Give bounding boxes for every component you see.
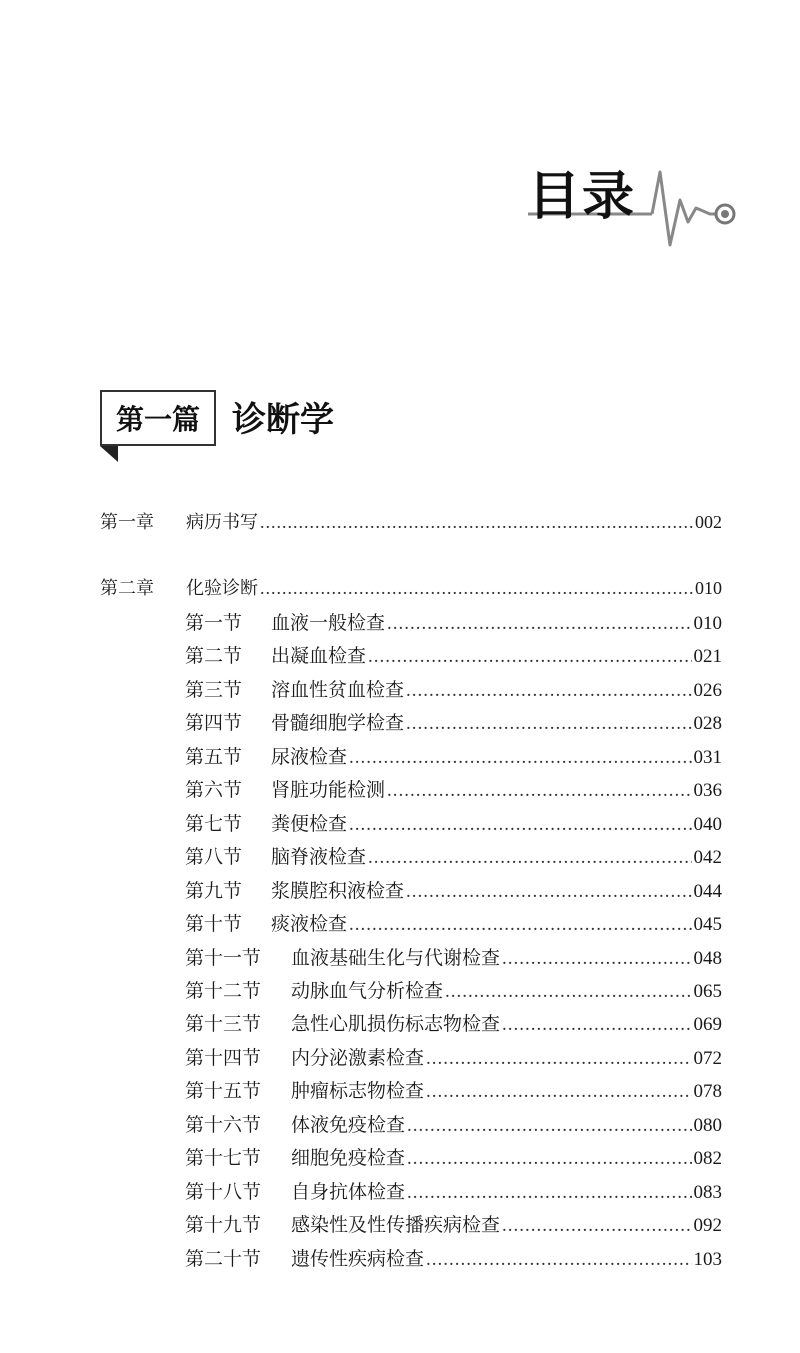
page-title: 目录 xyxy=(528,167,637,227)
section-entry[interactable] xyxy=(185,708,722,738)
page-number: 069 xyxy=(693,1014,722,1036)
leader-dots xyxy=(502,1014,691,1036)
leader-dots xyxy=(260,512,693,533)
section-title: 急性心肌损伤标志物检查 xyxy=(291,1013,501,1036)
section-number: 第十三节 xyxy=(185,1013,262,1036)
section-number: 第十节 xyxy=(185,913,243,936)
section-entry[interactable] xyxy=(185,1177,722,1207)
part-title: 诊断学 xyxy=(232,400,334,440)
leader-dots xyxy=(349,814,691,836)
chapter-number: 第二章 xyxy=(100,578,154,599)
page-number: 048 xyxy=(693,947,722,969)
leader-dots xyxy=(426,1249,691,1271)
part-label-box xyxy=(100,390,216,446)
section-title: 肿瘤标志物检查 xyxy=(291,1080,425,1103)
section-number: 第一节 xyxy=(185,612,243,634)
leader-dots xyxy=(406,881,691,903)
leader-dots xyxy=(407,1148,691,1170)
page-number: 021 xyxy=(693,646,722,668)
leader-dots xyxy=(387,780,691,802)
leader-dots xyxy=(406,680,691,702)
section-entry[interactable] xyxy=(185,842,722,872)
section-number: 第九节 xyxy=(185,879,243,902)
section-title: 血液一般检查 xyxy=(271,612,386,634)
leader-dots xyxy=(407,1182,691,1204)
leader-dots xyxy=(445,981,691,1003)
page-number: 044 xyxy=(693,880,722,902)
leader-dots xyxy=(368,847,691,869)
page-number: 103 xyxy=(693,1248,722,1270)
page-number: 072 xyxy=(693,1047,722,1069)
section-number: 第八节 xyxy=(185,846,243,869)
section-title: 肾脏功能检测 xyxy=(271,779,386,802)
section-entry[interactable] xyxy=(185,876,722,906)
leader-dots xyxy=(502,948,691,970)
section-number: 第十二节 xyxy=(185,979,262,1002)
leader-dots xyxy=(349,914,691,936)
corner-triangle-icon xyxy=(100,446,120,464)
section-title: 血液基础生化与代谢检查 xyxy=(291,946,501,969)
section-number: 第二节 xyxy=(185,645,243,668)
chapter-entry[interactable] xyxy=(100,508,722,538)
section-title: 内分泌激素检查 xyxy=(291,1046,425,1069)
section-number: 第十七节 xyxy=(185,1147,262,1170)
leader-dots xyxy=(407,1115,691,1137)
page-number: 002 xyxy=(695,512,722,532)
section-entry[interactable] xyxy=(185,943,722,973)
page-number: 083 xyxy=(693,1181,722,1203)
page-number: 010 xyxy=(695,578,722,598)
section-title: 动脉血气分析检查 xyxy=(291,979,444,1002)
chapter-title: 病历书写 xyxy=(186,512,258,533)
section-entry[interactable] xyxy=(185,742,722,772)
page-number: 040 xyxy=(693,813,722,835)
section-title: 骨髓细胞学检查 xyxy=(271,712,405,735)
page-number: 045 xyxy=(693,914,722,936)
section-title: 遗传性疾病检查 xyxy=(291,1247,425,1270)
leader-dots xyxy=(368,646,691,668)
page-number: 078 xyxy=(693,1081,722,1103)
page-number: 031 xyxy=(693,746,722,768)
section-title: 感染性及性传播疾病检查 xyxy=(291,1214,501,1237)
section-entry[interactable] xyxy=(185,1043,722,1073)
page-number: 010 xyxy=(693,613,722,634)
chapter-number: 第一章 xyxy=(100,512,154,533)
part-label: 第一篇 xyxy=(115,403,200,436)
page-number: 065 xyxy=(693,980,722,1002)
section-title: 自身抗体检查 xyxy=(291,1180,406,1203)
page-number: 026 xyxy=(693,679,722,701)
section-entry[interactable] xyxy=(185,809,722,839)
section-number: 第七节 xyxy=(185,812,243,835)
leader-dots xyxy=(406,713,691,735)
section-number: 第十八节 xyxy=(185,1180,262,1203)
section-number: 第十五节 xyxy=(185,1080,262,1103)
section-number: 第五节 xyxy=(185,745,243,768)
chapter-entry[interactable] xyxy=(100,574,722,604)
leader-dots xyxy=(387,613,691,635)
section-entry[interactable] xyxy=(185,909,722,939)
section-entry[interactable] xyxy=(185,1244,722,1274)
section-number: 第十一节 xyxy=(185,946,262,969)
section-title: 粪便检查 xyxy=(271,812,348,835)
page-number: 082 xyxy=(693,1148,722,1170)
page-number: 042 xyxy=(693,847,722,869)
section-title: 出凝血检查 xyxy=(271,645,367,668)
section-title: 溶血性贫血检查 xyxy=(271,678,405,701)
section-entry[interactable] xyxy=(185,1076,722,1106)
leader-dots xyxy=(426,1048,691,1070)
section-entry[interactable] xyxy=(185,775,722,805)
toc-header xyxy=(520,150,760,260)
section-number: 第四节 xyxy=(185,712,243,735)
section-entry[interactable] xyxy=(185,675,722,705)
section-title: 脑脊液检查 xyxy=(271,846,367,869)
section-entry[interactable] xyxy=(185,1210,722,1240)
leader-dots xyxy=(502,1215,691,1237)
page-number: 036 xyxy=(693,780,722,802)
section-entry[interactable] xyxy=(185,1110,722,1140)
section-title: 细胞免疫检查 xyxy=(291,1147,406,1170)
section-number: 第十九节 xyxy=(185,1214,262,1237)
section-entry[interactable] xyxy=(185,641,722,671)
section-number: 第十四节 xyxy=(185,1046,262,1069)
section-entry[interactable] xyxy=(185,976,722,1006)
section-entry[interactable] xyxy=(185,1009,722,1039)
section-number: 第十六节 xyxy=(185,1113,262,1136)
leader-dots xyxy=(426,1081,691,1103)
section-title: 痰液检查 xyxy=(271,913,348,936)
leader-dots xyxy=(349,747,691,769)
section-number: 第三节 xyxy=(185,678,243,701)
section-title: 体液免疫检查 xyxy=(291,1113,406,1136)
section-title: 尿液检查 xyxy=(271,745,348,768)
page-number: 092 xyxy=(693,1215,722,1237)
section-number: 第二十节 xyxy=(185,1247,262,1270)
section-entry[interactable] xyxy=(185,608,722,638)
page-number: 080 xyxy=(693,1114,722,1136)
chapter-title: 化验诊断 xyxy=(186,578,258,599)
section-title: 浆膜腔积液检查 xyxy=(271,879,405,902)
section-number: 第六节 xyxy=(185,779,243,802)
leader-dots xyxy=(260,578,693,599)
page-number: 028 xyxy=(693,713,722,735)
section-entry[interactable] xyxy=(185,1143,722,1173)
